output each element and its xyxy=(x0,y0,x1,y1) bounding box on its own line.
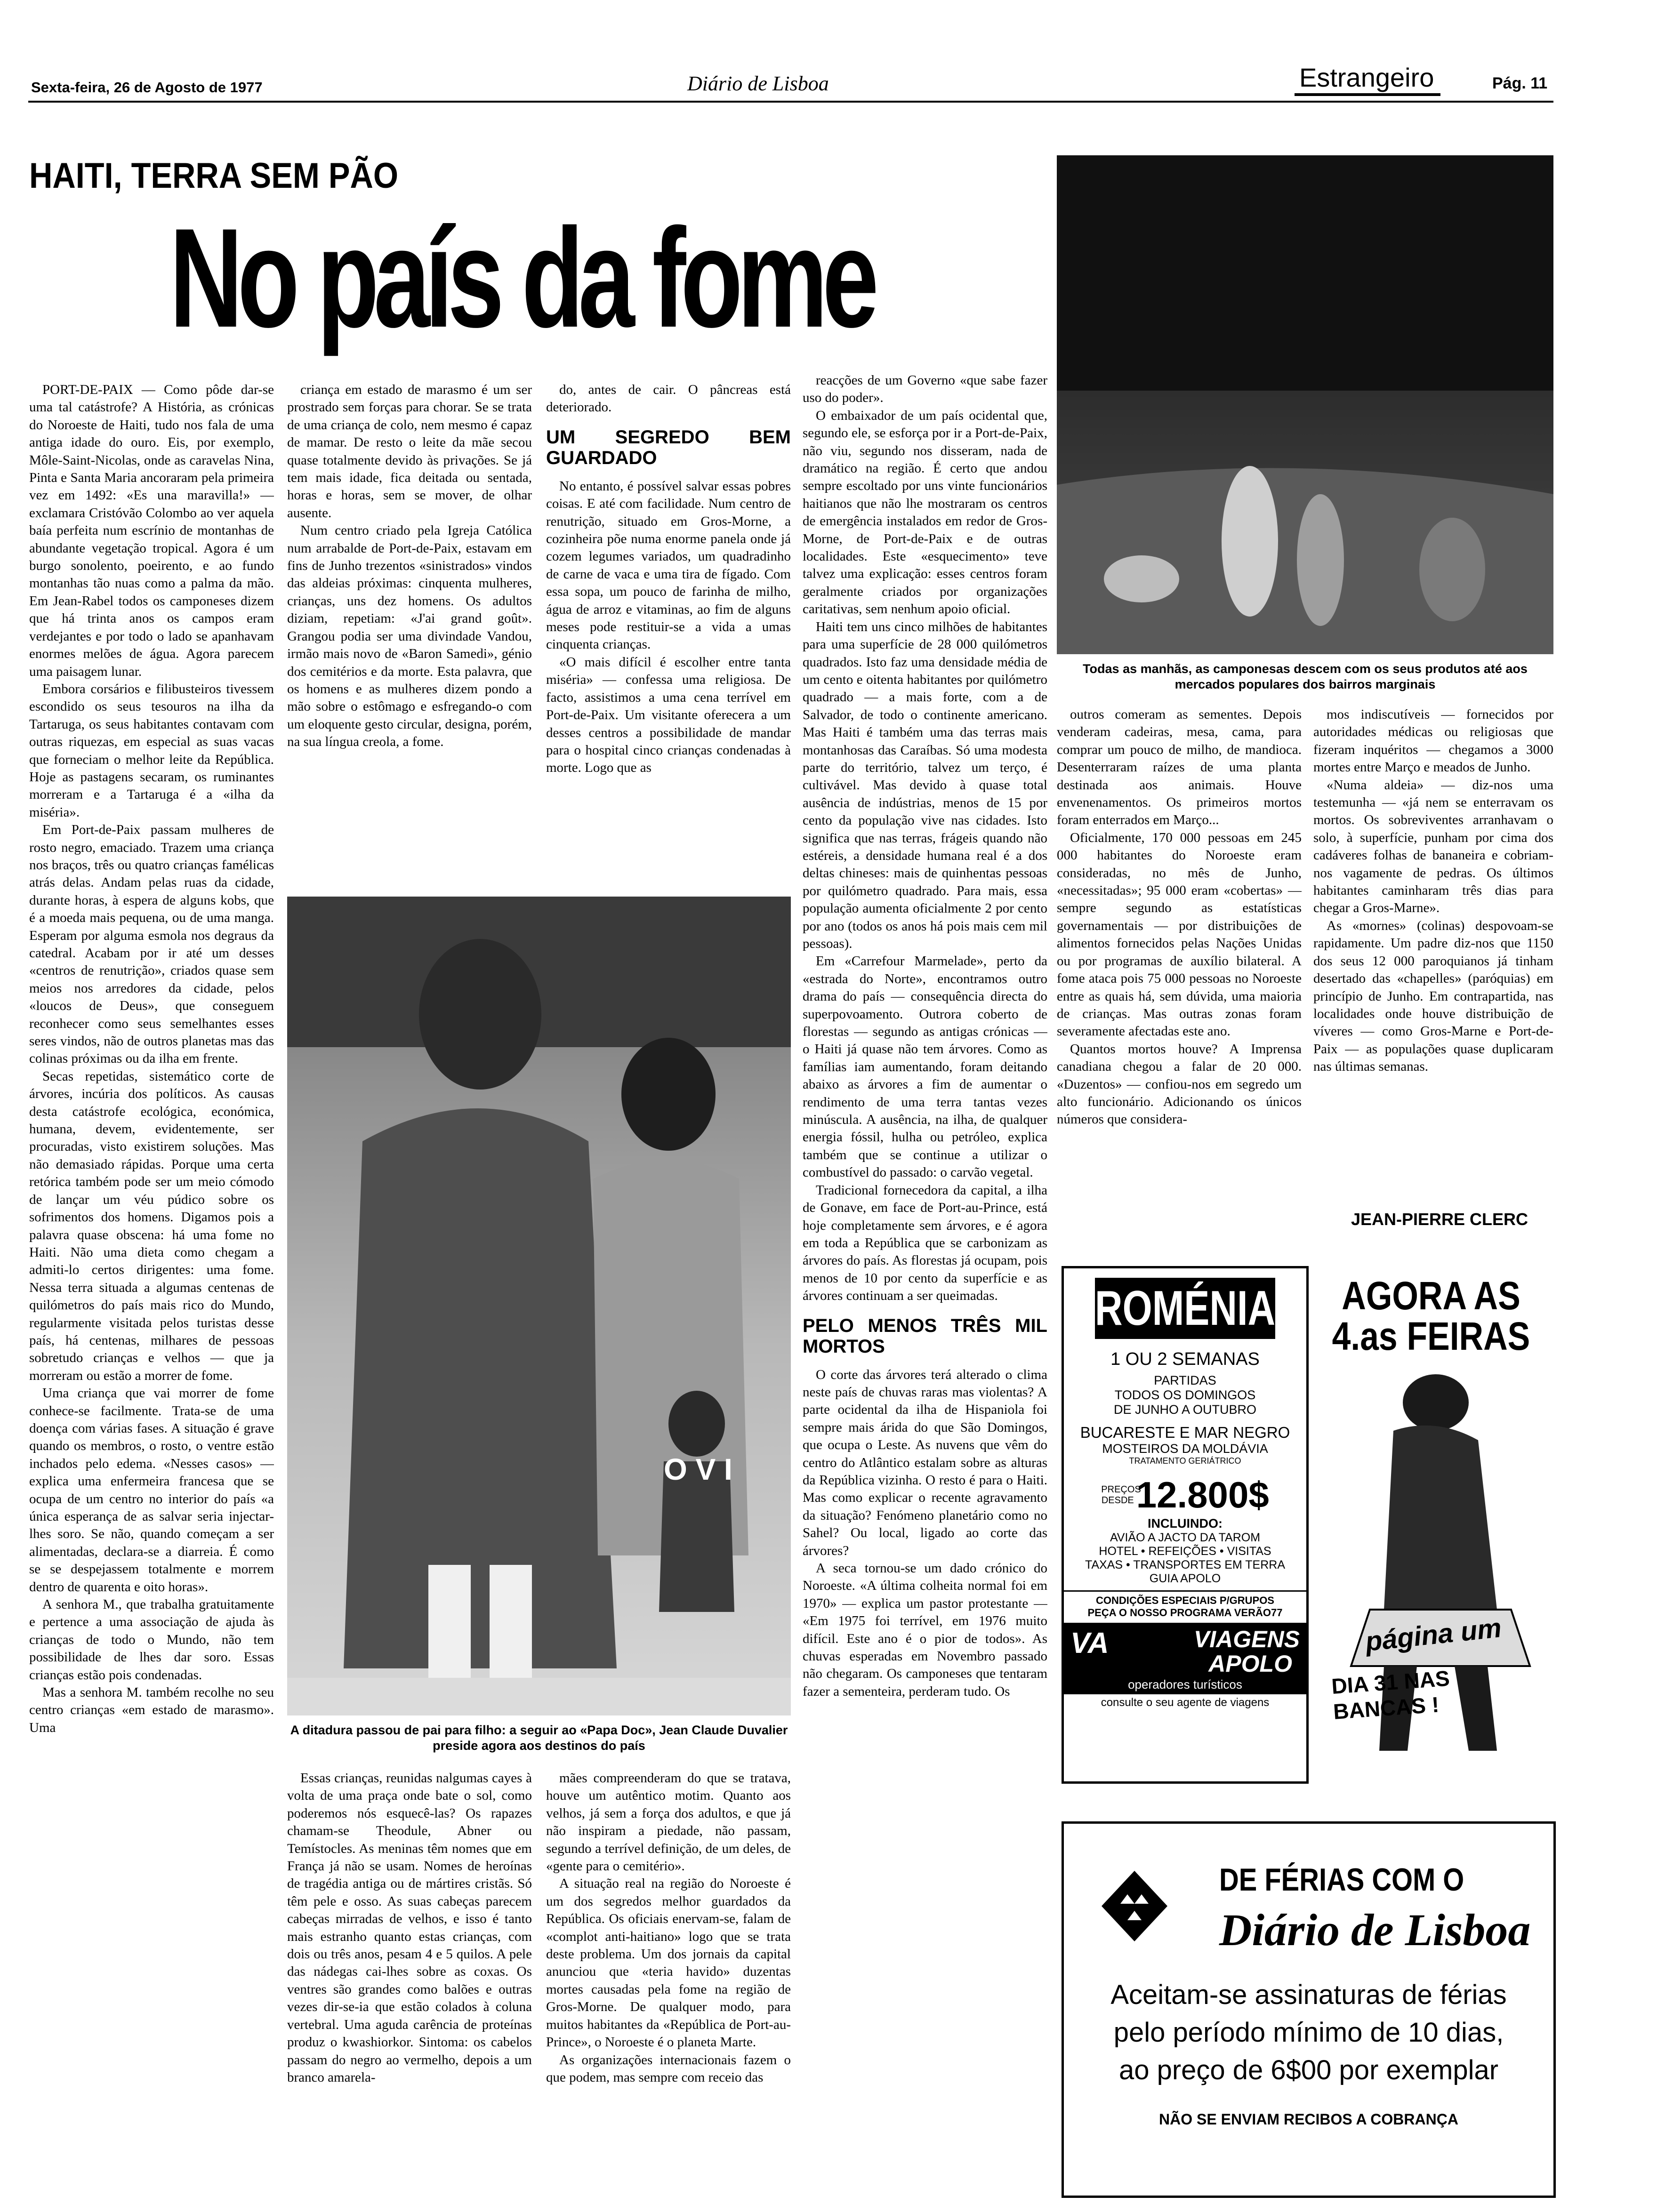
paragraph: A senhora M., que trabalha gratuitamente e pertence a uma associação de ajuda às crianças de todo o Mundo, não tem possibilidade de lhes dar soro. Essas crianças estão pois condenadas. xyxy=(29,1597,274,1683)
apolo-logo-icon xyxy=(1102,1871,1167,1941)
paragraph: Em Port-de-Paix passam mulheres de rosto negro, emaciado. Trazem uma criança nos braços, três ou quatro crianças famélicas atrás delas. Andam pelas ruas da cidade, durante horas, à espera de alguns kobs, que é a moeda mais pequena, ou de uma manga. Esperam por alguma esmola nos degraus da catedral. Acabam por ir até um desses «centros de renutrição», criados quase sem meios nos arredores da cidade, pelos «loucos de Deus», que conseguem reconhecer como seus semelhantes esses seres vindos, não de outros planetas mas das colinas próximas ou da ilha em frente. xyxy=(29,822,274,1066)
paragraph: Haiti tem uns cinco milhões de habitantes para uma superfície de 28 000 quilómetros quadrados. Isto faz uma densidade média de um cento e oitenta habitantes por quilómetro quadrado — a mais forte, com a de Salvador, de todo o continente americano. Mas Haiti é também uma das terras mais montanhosas das Caraíbas. Só uma modesta parte do território, talvez um terço, é cultivável. Mas devido à quase total ausência de indústrias, menos de 15 por cento da população vive nas cidades. Isto significa que nas terras, frágeis quando não estéreis, a densidade humana real é a dos deltas chineses: mais de quinhentas pessoas por quilómetro quadrado. Para mais, essa população aumenta oficialmente 2 por cento por ano (todos os anos há pois mais cem mil pessoas). xyxy=(803,619,1047,951)
paragraph: Embora corsários e filibusteiros tivessem escondido os seus tesouros na ilha da Tartaruga, os seus habitantes contavam com outras riquezas, em especial as suas vacas que forneciam o melhor leite da República. Hoje as pastagens secaram, os ruminantes morreram e a Tartaruga é a «ilha da miséria». xyxy=(29,681,274,820)
romenia-price: 12.800$ xyxy=(1136,1474,1269,1515)
paragraph: do, antes de cair. O pâncreas está deteriorado. xyxy=(546,382,791,415)
article-kicker: HAITI, TERRA SEM PÃO xyxy=(29,156,399,196)
photo-sign-text: O V I xyxy=(664,1452,732,1486)
article-headline: No país da fome xyxy=(169,199,874,357)
paragraph: Tradicional fornecedora da capital, a ilha de Gonave, em face de Port-au-Prince, está hoje completamente sem árvores, e é agora em toda a República que se carbonizam as árvores do país. As florestas já ocupam, pois menos de 10 por cento da superfície e as árvores continuam a ser queimadas. xyxy=(803,1182,1047,1304)
page-number: Pág. 11 xyxy=(1492,74,1548,92)
section-underline xyxy=(1295,93,1440,96)
paragraph: Quantos mortos houve? A Imprensa canadiana chegou a falar de 20 000. «Duzentos» — confiou-nos em segredo um alto funcionário. Adicionando os únicos números que considera- xyxy=(1057,1041,1302,1127)
article-column-5 xyxy=(1057,706,1302,1219)
duvalier-photo xyxy=(287,897,791,1715)
issue-date: Sexta-feira, 26 de Agosto de 1977 xyxy=(31,79,263,96)
paragraph: «O mais difícil é escolher entre tanta miséria» — confessa uma religiosa. De facto, assistimos a uma cena terrível em Port-de-Paix. Um visitante oferecera a um desses centros a possibilidade de mandar para o hospital cinco crianças condenadas à morte. Logo que as xyxy=(546,654,791,776)
romenia-cond: CONDIÇÕES ESPECIAIS P/GRUPOS xyxy=(1096,1595,1274,1606)
romenia-inc3: TAXAS • TRANSPORTES EM TERRA xyxy=(1085,1558,1286,1571)
paragraph: No entanto, é possível salvar essas pobres coisas. E até com facilidade. Num centro de renutrição, situado em Gros-Morne, a cozinheira põe numa enorme panela onde já cozem legumes variados, um quadradinho de carne de vaca e uma tira de fígado. Com essa sopa, um pouco de farinha de milho, água de arroz e vitaminas, ao fim de alguns meses pode restituir-se a vida a umas cinquenta crianças. xyxy=(546,478,791,652)
romenia-ad xyxy=(1062,1266,1309,1784)
pagina-um-ad xyxy=(1313,1266,1549,1779)
paragraph: A situação real na região do Noroeste é um dos segredos melhor guardados da República. Os oficiais enervam-se, falam de «complot anti-haitiano» logo que se trata deste problema. Um dos jornais da capital anunciou que «teria havido» duzentas mortes causadas pela fome na região de Gros-Morne. De qualquer modo, para muitos habitantes da «República de Port-au-Prince», o Noroeste é o planeta Marte. xyxy=(546,1876,791,2050)
ferias-line3: ao preço de 6$00 por exemplar xyxy=(1118,2055,1499,2085)
paragraph: Em «Carrefour Marmelade», perto da «estrada do Norte», encontramos outro drama do país — consequência directa do superpovoamento. Outrora coberto de florestas — segundo as antigas crónicas — o Haiti já quase não tem árvores. Como as famílias iam aumentando, foram deitando abaixo as árvores a fim de aumentar o rendimento de uma terra tantas vezes minúscula. A ausência, na ilha, de qualquer energia fóssil, hulha ou petróleo, explica também que se continue a utilizar o combustível do passado: o carvão vegetal. xyxy=(803,954,1047,1180)
romenia-title: ROMÉNIA xyxy=(1095,1278,1275,1339)
romenia-incluindo: INCLUINDO: xyxy=(1148,1516,1223,1531)
romenia-line2: TODOS OS DOMINGOS xyxy=(1114,1388,1256,1402)
pagina-line1: AGORA AS xyxy=(1342,1274,1520,1318)
article-column-1 xyxy=(29,381,274,2203)
romenia-line3: DE JUNHO A OUTUBRO xyxy=(1113,1403,1257,1417)
apolo-banner xyxy=(1064,1623,1306,1694)
paragraph: Uma criança que vai morrer de fome conhece-se facilmente. Trata-se de uma doença com várias fases. A situação é grave quando os membros, o rosto, o ventre estão inchados pelo edema. «Nesses casos» — explica uma enfermeira francesa que se ocupa de um centro no interior do país «a única esperança de as salvar seria injectar-lhes soro. Se não, quando começam a ser alimentadas, declara-se a diarreia. É como se se despejassem totalmente e morrem dentro de quarenta e oito horas». xyxy=(29,1386,274,1595)
subheading-mortos: PELO MENOS TRÊS MIL MORTOS xyxy=(803,1315,1047,1357)
paragraph: A seca tornou-se um dado crónico do Noroeste. «A última colheita normal foi em 1970» — explica um pastor protestante — «Em 1975 foi terrível, em 1976 muito difícil. Este ano é o pior de todos». As chuvas esperadas em Novembro passado não chegaram. Os camponeses que tentaram fazer a sementeira, perderam tudo. Os xyxy=(803,1561,1047,1699)
ferias-note: NÃO SE ENVIAM RECIBOS A COBRANÇA xyxy=(1159,2111,1458,2128)
article-column-8 xyxy=(546,1770,791,2203)
apolo-consulte: consulte o seu agente de viagens xyxy=(1101,1696,1270,1709)
market-photo-art xyxy=(1057,155,1553,654)
paragraph: As «mornes» (colinas) despovoam-se rapidamente. Um padre diz-nos que 1150 dos seus 12 000 paroquianos já tinham desertado das «chapelles» (paróquias) em princípio de Junho. Em contrapartida, nas localidades onde houve distribuição de víveres — como Gros-Marne e Port-de-Paix — as populações quase duplicaram nas últimas semanas. xyxy=(1313,918,1553,1074)
pagina-paper-title: página um xyxy=(1364,1612,1503,1657)
romenia-inc2: HOTEL • REFEIÇÕES • VISITAS xyxy=(1099,1545,1271,1558)
article-column-4 xyxy=(803,372,1047,2203)
paragraph: Num centro criado pela Igreja Católica num arrabalde de Port-de-Paix, estavam em fins de Junho trezentos «sinistrados» vindos das aldeias próximas: cinquenta mulheres, crianças, uns dez homens. Os adultos diziam, repetiam: «J'ai grand goût». Grangou podia ser uma divindade Vandou, irmão mais novo de «Baron Samedi», génio dos cemitérios e da morte. Esta palavra, que os homens e as mulheres dizem pondo a mão sobre o estômago e esfregando-o com um eloquente gesto circular, designa, porém, na sua língua creola, a fome. xyxy=(287,523,532,750)
pagina-line2: 4.as FEIRAS xyxy=(1332,1314,1530,1358)
ferias-title: DE FÉRIAS COM O xyxy=(1219,1862,1464,1898)
section-name: Estrangeiro xyxy=(1299,63,1434,92)
masthead: Diário de Lisboa xyxy=(687,72,829,95)
duvalier-photo-art xyxy=(287,897,791,1715)
apolo-va: VA xyxy=(1070,1627,1109,1659)
ferias-line1: Aceitam-se assinaturas de férias xyxy=(1110,1980,1507,2010)
paragraph: criança em estado de marasmo é um ser prostrado sem forças para chorar. Se se trata de uma criança de colo, nem mesmo é capaz de mamar. De resto o leite da mãe secou quase totalmente devido às privações. Se já tem mais idade, fica deitada ou sentada, horas e horas, sem se mover, de olhar ausente. xyxy=(287,382,532,521)
pagina-date: DIA 31 NAS BANCAS ! xyxy=(1330,1666,1451,1724)
romenia-inc4: GUIA APOLO xyxy=(1149,1572,1221,1585)
article-column-7 xyxy=(287,1770,532,2203)
paragraph: Secas repetidas, sistemático corte de árvores, incúria dos políticos. As causas desta catástrofe ecológica, económica, humana, devem, evidentemente, ser procuradas, visto existirem soluções. Mas não demasiado rápidas. Porque uma certa retórica também pode ser um meio cómodo de lançar um véu púdico sobre os sofrimentos dos homens. Digamos pois a palavra quase obscena: há uma fome no Haiti. Não uma dieta como chegam a admiti-lo certos dirigentes: uma fome. Nessa terra situada a algumas centenas de quilómetros do país mais rico do Mundo, regularmente visitada pelos turistas desse país, há centenas, milhares de pessoas sobretudo crianças e velhos — que ja morreram ou estão a morrer de fome. xyxy=(29,1068,274,1383)
romenia-cond-box xyxy=(1064,1590,1306,1619)
romenia-mosteiros: MOSTEIROS DA MOLDÁVIA xyxy=(1102,1442,1268,1456)
duvalier-photo-caption: A ditadura passou de pai para filho: a seguir ao «Papa Doc», Jean Claude Duvalier preside agora aos destinos do país xyxy=(290,1723,788,1753)
paragraph: Mas a senhora M. também recolhe no seu centro crianças «em estado de marasmo». Uma xyxy=(29,1685,274,1735)
subheading-segredo: UM SEGREDO BEM GUARDADO xyxy=(546,426,791,468)
paragraph: reacções de um Governo «que sabe fazer uso do poder». xyxy=(803,373,1047,406)
market-photo-caption: Todas as manhãs, as camponesas descem com os seus produtos até aos mercados populares dos bairros marginais xyxy=(1083,662,1528,691)
paragraph: O corte das árvores terá alterado o clima neste país de chuvas raras mas violentas? A parte ocidental da ilha de Hispaniola foi sempre mais árida do que São Domingos, que ocupa o Leste. As nuvens que vêm do centro do Atlântico estalam sobre as alturas da República vizinha. O resto é para o Haiti. Mas como explicar o recente agravamento da situação? Fenómeno planetário como no Sahel? Ou local, ligado ao corte das árvores? xyxy=(803,1367,1047,1558)
romenia-line1: PARTIDAS xyxy=(1154,1373,1216,1387)
article-column-6 xyxy=(1313,706,1553,1177)
byline: JEAN-PIERRE CLERC xyxy=(1351,1210,1528,1229)
paragraph: O embaixador de um país ocidental que, segundo ele, se esforça por ir a Port-de-Paix, não viu, segundo nos disseram, nada de dramático na região. É certo que andou sempre escoltado por uns vinte funcionários haitianos que não lhe mostraram os centros de emergência instalados em redor de Gros-Morne, de Port-de-Paix e de outras localidades. Este «esquecimento» teve talvez uma explicação: esses centros foram geralmente criados por organizações caritativas, sem nenhum apoio oficial. xyxy=(803,408,1047,617)
header-rule xyxy=(28,101,1553,103)
romenia-tratamento: TRATAMENTO GERIÁTRICO xyxy=(1129,1456,1241,1466)
paragraph: As organizações internacionais fazem o que podem, mas sempre com receio das xyxy=(546,2052,791,2085)
ferias-line2: pelo período mínimo de 10 dias, xyxy=(1113,2017,1504,2048)
romenia-precos: PREÇOS DESDE xyxy=(1101,1484,1141,1506)
romenia-weeks: 1 OU 2 SEMANAS xyxy=(1110,1349,1260,1369)
article-column-2 xyxy=(287,381,532,890)
paragraph: PORT-DE-PAIX — Como pôde dar-se uma tal catástrofe? A História, as crónicas do Noroeste de Haiti, tudo nos fala de uma antiga idade do ouro. Eis, por exemplo, Môle-Saint-Nicolas, onde as caravelas Nina, Pinta e Santa Maria ancoraram pela primeira vez em 1492: «Es una maravilla!» — exclamara Cristóvão Colombo ao ver aquela baía perfeita num escrínio de montanhas de abundante vegetação tropical. Agora é um burgo sonolento, poeirento, e ao fundo montanhas tão nuas como a palma da mão. Em Jean-Rabel todos os camponeses dizem que há trinta anos os campos eram verdejantes e por todo o lado se apanhavam enormes melões de água. Agora parecem uma paisagem lunar. xyxy=(29,382,274,679)
ferias-ad xyxy=(1062,1821,1556,2198)
romenia-price-row xyxy=(1064,1474,1306,1516)
paragraph: Essas crianças, reunidas nalgumas cayes à volta de uma praça onde bate o sol, como poderemos nós esquecê-las? Os rapazes chamam-se Theodule, Abner ou Temístocles. As meninas têm nomes que em França já não se usam. Nomes de heroínas de tragédia antiga ou de mártires cristãs. Só têm pele e osso. As suas cabeças parecem cabeças mirradas de velhos, e isso é tanto mais estranho quanto estas crianças, com dois ou três anos, pesam 4 e 5 quilos. A pele das nádegas cai-lhes sobre as coxas. Os ventres são grandes como balões e outras vezes dir-se-ia que estão colados à coluna vertebral. Uma aguda carência de proteínas produz o kwashiorkor. Sintoma: os cabelos passam do negro ao vermelho, depois a um branco amarela- xyxy=(287,1771,532,2085)
apolo-operadores: operadores turísticos xyxy=(1128,1677,1242,1691)
article-column-3 xyxy=(546,381,791,890)
paragraph: outros comeram as sementes. Depois venderam cadeiras, mesa, cama, para comprar um pouco de milho, de mandioca. Desenterraram raízes de uma planta destinada aos animais. Houve envenenamentos. Os primeiros mortos foram enterrados em Março... xyxy=(1057,707,1302,828)
paragraph: «Numa aldeia» — diz-nos uma testemunha — «já nem se enterravam os mortos. Os sobreviventes arranhavam o solo, à superfície, punham por cima dos cadáveres folhas de bananeira e cobriam-nos vagamente de pedras. Os últimos habitantes caminharam três dias para chegar a Gros-Marne». xyxy=(1313,777,1553,916)
romenia-inc1: AVIÃO A JACTO DA TAROM xyxy=(1110,1531,1261,1544)
market-photo xyxy=(1057,155,1553,654)
paragraph: Oficialmente, 170 000 pessoas em 245 000 habitantes do Noroeste eram consideradas, no mês de Junho, «necessitadas»; 95 000 eram «cobertas» — sempre segundo as estatísticas governamentais — por distribuições de alimentos fornecidos pelas Nações Unidas ou por programas de auxílio bilateral. A fome ataca pois 75 000 pessoas no Noroeste entre as quais há, sem dúvida, uma maioria de crianças. Mas outras zonas foram severamente afectadas este ano. xyxy=(1057,830,1302,1039)
apolo-brand1: VIAGENS xyxy=(1193,1626,1300,1652)
ferias-masthead: Diário de Lisboa xyxy=(1219,1905,1531,1955)
apolo-brand2: APOLO xyxy=(1208,1651,1292,1677)
romenia-peca: PEÇA O NOSSO PROGRAMA VERÃO77 xyxy=(1087,1607,1283,1619)
paragraph: mos indiscutíveis — fornecidos por autoridades médicas ou religiosas que fizeram inquéritos — chegamos a 3000 mortes entre Março e meados de Junho. xyxy=(1313,707,1553,775)
paragraph: mães compreenderam do que se tratava, houve um autêntico motim. Quanto aos velhos, já sem a força dos adultos, e que já não inspiram a piedade, não passam, segundo a terrível definição, de um deles, de «gente para o cemitério». xyxy=(546,1771,791,1874)
romenia-route: BUCARESTE E MAR NEGRO xyxy=(1080,1424,1290,1441)
